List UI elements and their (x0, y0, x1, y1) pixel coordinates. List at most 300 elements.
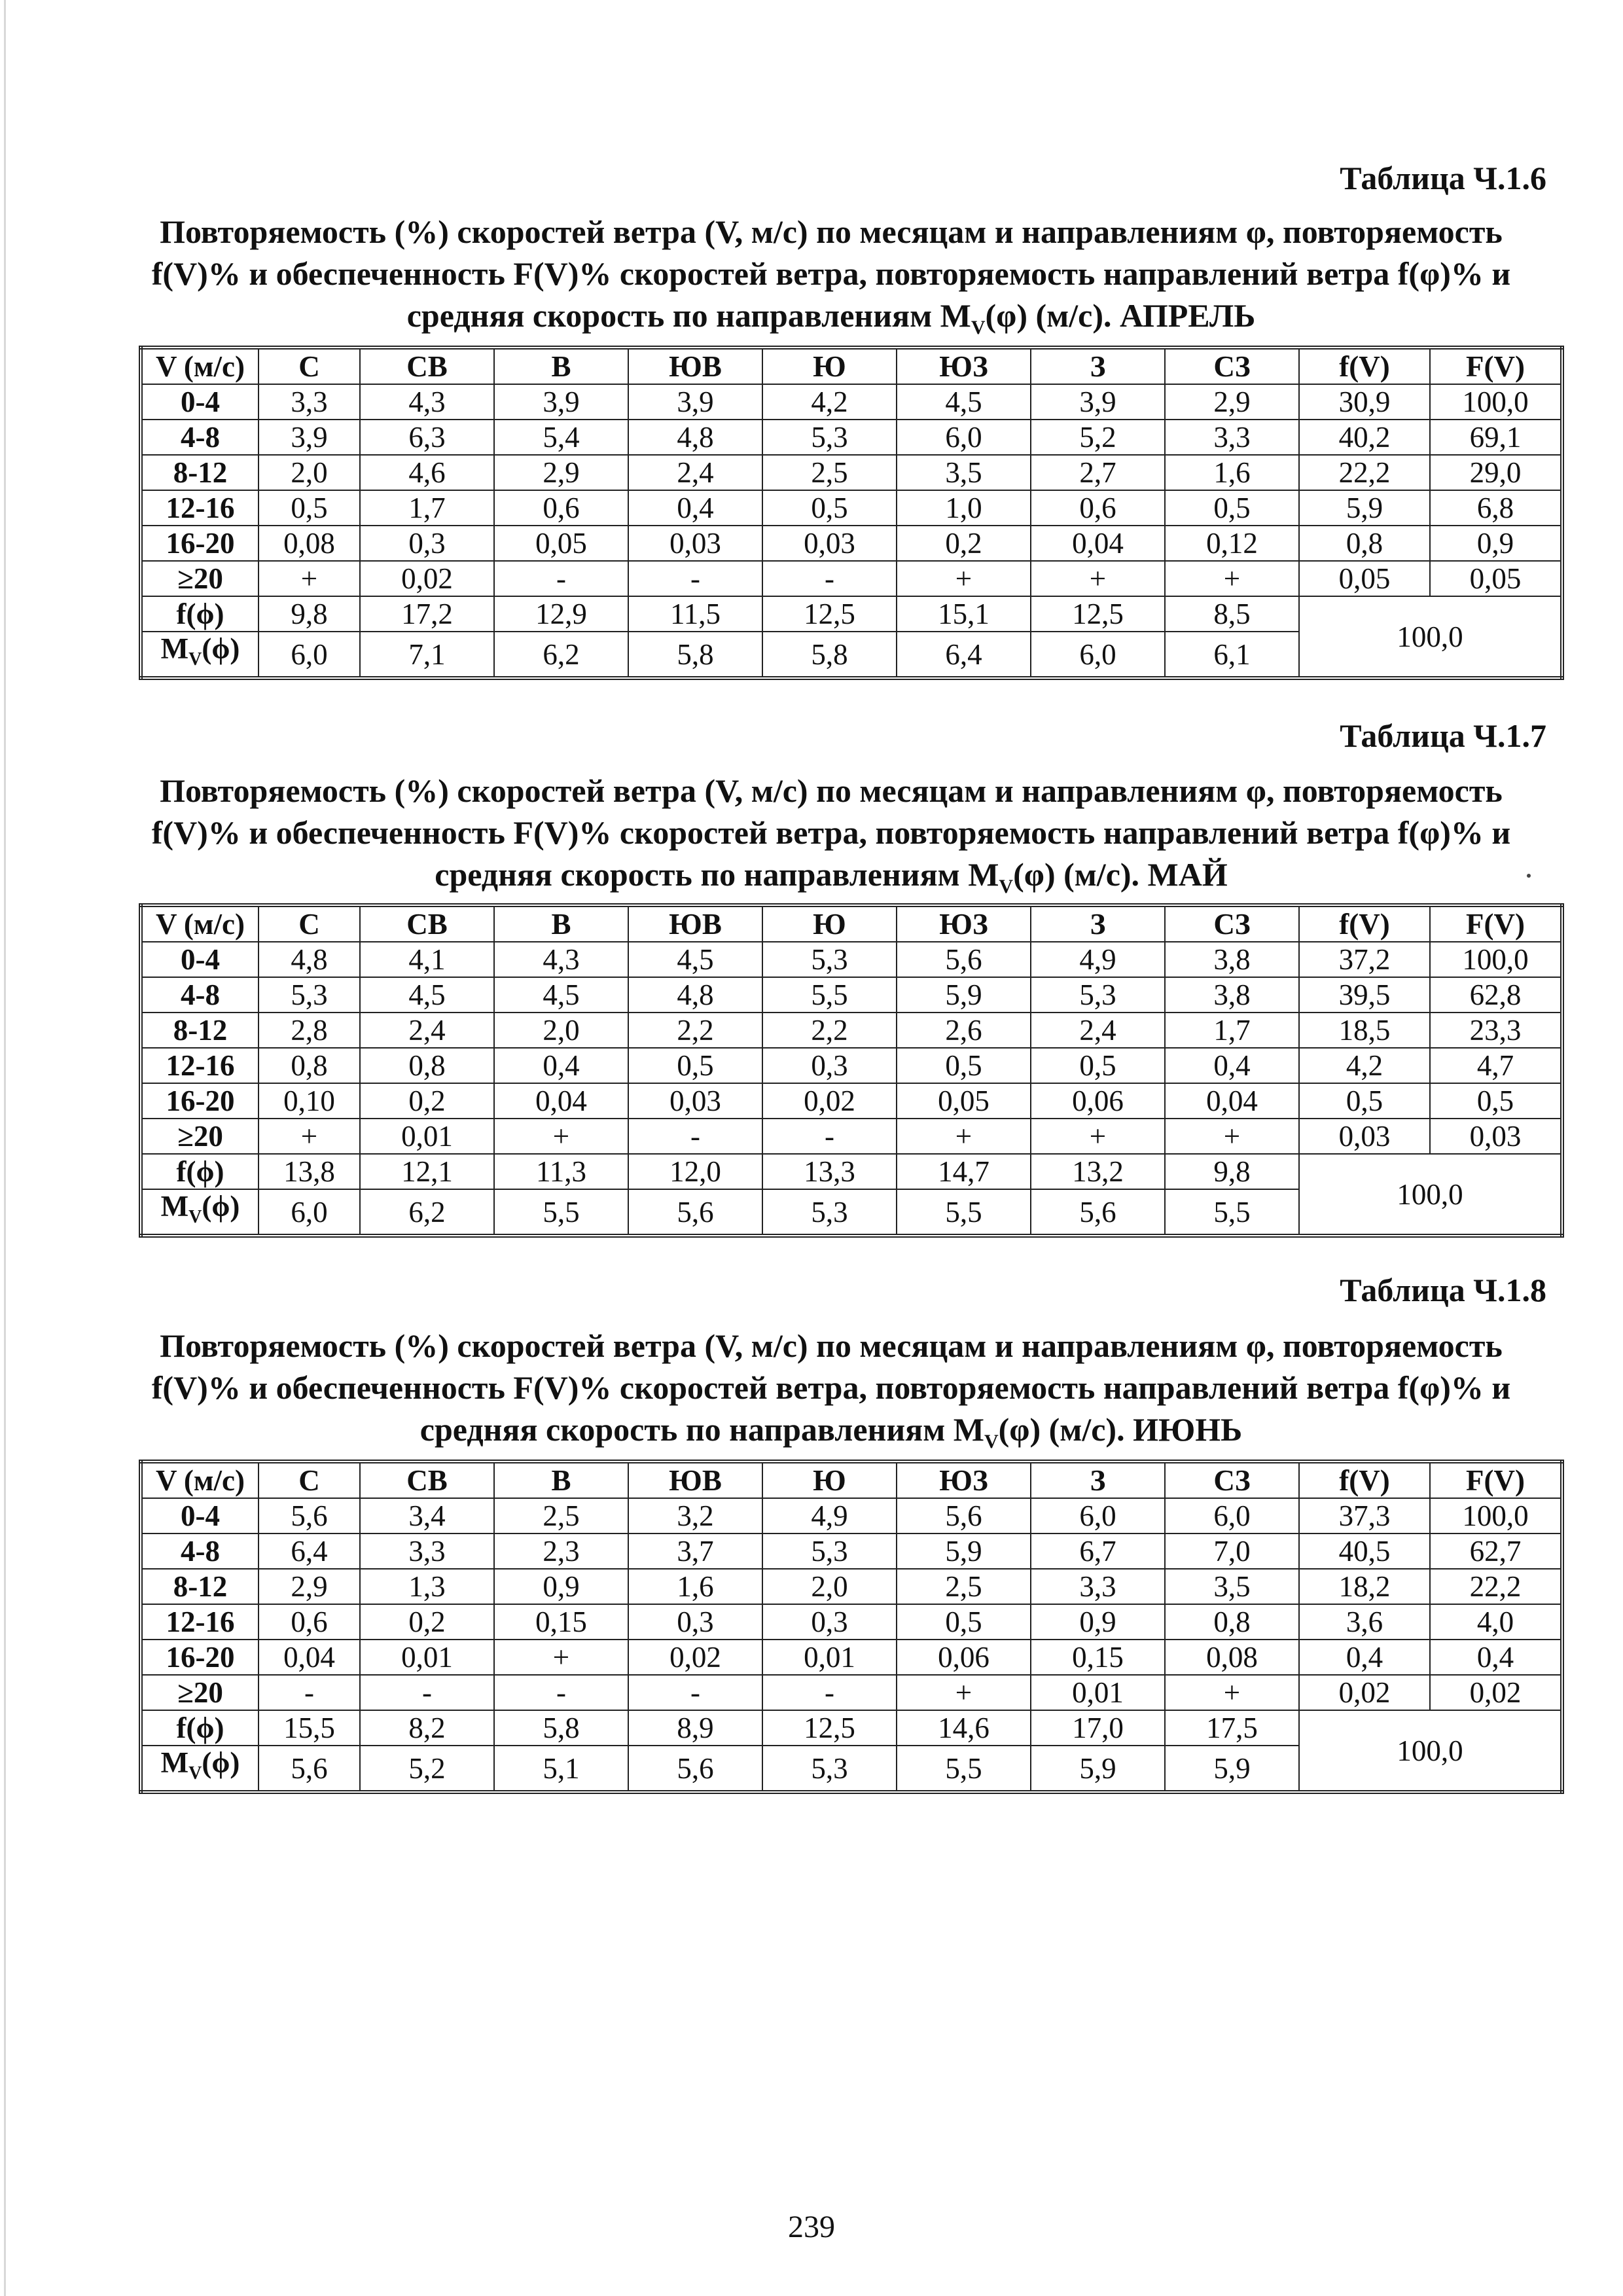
table-cell: 0,9 (1031, 1604, 1165, 1640)
table-cell: 11,3 (494, 1154, 628, 1189)
table-cell: 0,08 (259, 526, 360, 561)
table-cell: 12,5 (1031, 596, 1165, 632)
table-row (141, 384, 1562, 420)
table-cell: 0,3 (360, 526, 494, 561)
table-cell: 62,8 (1430, 977, 1562, 1013)
table-cell: 3,3 (1165, 420, 1299, 455)
table-cell: 12,5 (762, 1710, 897, 1746)
table-cell: 13,2 (1031, 1154, 1165, 1189)
mean-speed-label: $M_V(\phi)$ (141, 632, 259, 678)
table-cell: 0,05 (1299, 561, 1430, 596)
table-cell: 40,5 (1299, 1534, 1430, 1569)
table-cell: 0,2 (897, 526, 1031, 561)
table-cell: 3,5 (897, 455, 1031, 490)
table-cell: 12,0 (628, 1154, 762, 1189)
table-cell: 40,2 (1299, 420, 1430, 455)
table-cell: 8,2 (360, 1710, 494, 1746)
table-cell: 6,0 (1165, 1498, 1299, 1534)
table-cell: 5,3 (762, 1534, 897, 1569)
table-cell: + (259, 1119, 360, 1154)
table-cell: 0,2 (360, 1604, 494, 1640)
column-header: ЮВ (628, 348, 762, 384)
header-row (141, 905, 1562, 942)
table-row (141, 1640, 1562, 1675)
table-cell: 11,5 (628, 596, 762, 632)
column-header: СЗ (1165, 1462, 1299, 1498)
table-cell: 0,4 (1299, 1640, 1430, 1675)
column-header: СЗ (1165, 905, 1299, 942)
table-cell: 0,4 (1165, 1048, 1299, 1083)
column-header: С (259, 1462, 360, 1498)
table-heading-1 (137, 211, 1525, 349)
table-cell: 23,3 (1430, 1013, 1562, 1048)
table-cell: 14,6 (897, 1710, 1031, 1746)
table-cell: 5,5 (897, 1746, 1031, 1792)
table-cell: 5,2 (1031, 420, 1165, 455)
table-cell: 0,08 (1165, 1640, 1299, 1675)
table-cell: 4,5 (897, 384, 1031, 420)
column-header: f(V) (1299, 348, 1430, 384)
table-row (141, 1119, 1562, 1154)
table-cell: + (897, 561, 1031, 596)
table-cell: 5,6 (897, 1498, 1031, 1534)
table-cell: 2,5 (897, 1569, 1031, 1604)
table-cell: 0,05 (1430, 561, 1562, 596)
direction-frequency-label: f(ϕ) (141, 596, 259, 632)
column-header: ЮВ (628, 1462, 762, 1498)
speed-range-cell: 0-4 (141, 942, 259, 977)
table-cell: - (360, 1675, 494, 1710)
table-cell: - (628, 561, 762, 596)
table-row (141, 942, 1562, 977)
table-cell: 5,4 (494, 420, 628, 455)
table-cell: 0,02 (360, 561, 494, 596)
table-cell: 4,2 (1299, 1048, 1430, 1083)
table-cell: 4,1 (360, 942, 494, 977)
table-cell: 3,9 (494, 384, 628, 420)
table-caption-3: Таблица Ч.1.8 (1340, 1272, 1546, 1308)
table-cell: 0,02 (762, 1083, 897, 1119)
table-row (141, 561, 1562, 596)
table-cell: 15,1 (897, 596, 1031, 632)
table-cell: 1,6 (628, 1569, 762, 1604)
table-caption-2: Таблица Ч.1.7 (1340, 717, 1546, 754)
column-header: З (1031, 348, 1165, 384)
column-header: В (494, 1462, 628, 1498)
column-header: F(V) (1430, 1462, 1562, 1498)
table-cell: 2,6 (897, 1013, 1031, 1048)
column-header: V (м/с) (141, 905, 259, 942)
table-row (141, 1534, 1562, 1569)
table-cell: 5,9 (897, 977, 1031, 1013)
table-cell: 0,3 (628, 1604, 762, 1640)
table-cell: 37,3 (1299, 1498, 1430, 1534)
table-cell: 0,03 (1430, 1119, 1562, 1154)
column-header: f(V) (1299, 1462, 1430, 1498)
table-cell: - (762, 561, 897, 596)
table-cell: 69,1 (1430, 420, 1562, 455)
table-cell: 0,01 (1031, 1675, 1165, 1710)
table-cell: 0,5 (259, 490, 360, 526)
table-cell: 0,8 (360, 1048, 494, 1083)
table-cell: 5,5 (897, 1189, 1031, 1236)
table-cell: 37,2 (1299, 942, 1430, 977)
table-cell: 3,9 (259, 420, 360, 455)
table-cell: 0,5 (897, 1048, 1031, 1083)
table-cell: 6,2 (494, 632, 628, 678)
table-cell: 3,7 (628, 1534, 762, 1569)
table-cell: 12,9 (494, 596, 628, 632)
table-cell: 4,6 (360, 455, 494, 490)
table-cell: 5,5 (1165, 1189, 1299, 1236)
table-cell: 0,3 (762, 1048, 897, 1083)
column-header: f(V) (1299, 905, 1430, 942)
table-cell: 3,8 (1165, 942, 1299, 977)
table-cell: 2,5 (762, 455, 897, 490)
table-cell: 5,8 (628, 632, 762, 678)
table-cell: 0,02 (628, 1640, 762, 1675)
column-header: СВ (360, 1462, 494, 1498)
table-cell: 8,5 (1165, 596, 1299, 632)
column-header: З (1031, 1462, 1165, 1498)
heading-line-2: f(V)% и обеспеченность F(V)% скоростей ветра, повторяемость направлений ветра f(φ)% и (151, 1369, 1511, 1406)
table-cell: + (259, 561, 360, 596)
table-cell: 14,7 (897, 1154, 1031, 1189)
column-header: З (1031, 905, 1165, 942)
table-cell: 5,3 (762, 1189, 897, 1236)
table-cell: 2,0 (259, 455, 360, 490)
column-header: V (м/с) (141, 1462, 259, 1498)
table-cell: 3,3 (259, 384, 360, 420)
speed-range-cell: 16-20 (141, 526, 259, 561)
table-cell: 5,9 (1031, 1746, 1165, 1792)
table-cell: 0,6 (1031, 490, 1165, 526)
table-cell: 39,5 (1299, 977, 1430, 1013)
table-cell: - (259, 1675, 360, 1710)
table-cell: - (628, 1675, 762, 1710)
table-cell: 1,7 (360, 490, 494, 526)
table-cell: 0,05 (897, 1083, 1031, 1119)
header-row (141, 348, 1562, 384)
heading-line-1: Повторяемость (%) скоростей ветра (V, м/с) по месяцам и направлениям φ, повторяемость (160, 772, 1503, 809)
table-row (141, 490, 1562, 526)
table-cell: 4,5 (494, 977, 628, 1013)
table-cell: 13,8 (259, 1154, 360, 1189)
total-cell: 100,0 (1299, 1154, 1562, 1236)
table-cell: 9,8 (259, 596, 360, 632)
table-cell: 0,5 (1430, 1083, 1562, 1119)
table-row (141, 977, 1562, 1013)
direction-frequency-row (141, 1710, 1562, 1746)
column-header: F(V) (1430, 348, 1562, 384)
table-cell: + (897, 1675, 1031, 1710)
direction-frequency-row (141, 1154, 1562, 1189)
table-cell: 1,0 (897, 490, 1031, 526)
table-cell: 3,4 (360, 1498, 494, 1534)
table-cell: 0,03 (762, 526, 897, 561)
table-cell: 5,9 (897, 1534, 1031, 1569)
table-heading-3 (137, 1325, 1525, 1463)
table-cell: 2,9 (494, 455, 628, 490)
table-cell: 4,3 (360, 384, 494, 420)
table-cell: 2,7 (1031, 455, 1165, 490)
table-cell: 5,5 (494, 1189, 628, 1236)
table-cell: 6,8 (1430, 490, 1562, 526)
table-cell: 0,9 (1430, 526, 1562, 561)
table-cell: 0,03 (628, 1083, 762, 1119)
table-cell: 0,04 (1165, 1083, 1299, 1119)
table-cell: - (762, 1119, 897, 1154)
table-cell: 0,5 (1031, 1048, 1165, 1083)
month-name: ИЮНЬ (1133, 1411, 1243, 1448)
table-cell: 0,4 (1430, 1640, 1562, 1675)
table-cell: 2,3 (494, 1534, 628, 1569)
table-cell: 0,5 (897, 1604, 1031, 1640)
table-cell: 4,8 (259, 942, 360, 977)
table-cell: 3,3 (360, 1534, 494, 1569)
speed-range-cell: 16-20 (141, 1640, 259, 1675)
heading-line-3: средняя скорость по направлениям $M_V(\varphi)$ (м/с). МАЙ (435, 856, 1228, 897)
table-cell: 5,6 (259, 1498, 360, 1534)
table-cell: 18,5 (1299, 1013, 1430, 1048)
table-cell: 17,2 (360, 596, 494, 632)
heading-line-2: f(V)% и обеспеченность F(V)% скоростей ветра, повторяемость направлений ветра f(φ)% и (151, 255, 1511, 292)
table-cell: + (1165, 1675, 1299, 1710)
column-header: Ю (762, 905, 897, 942)
column-header: ЮЗ (897, 1462, 1031, 1498)
column-header: С (259, 905, 360, 942)
table-cell: 0,15 (1031, 1640, 1165, 1675)
table-cell: 5,9 (1299, 490, 1430, 526)
table-cell: 2,5 (494, 1498, 628, 1534)
table-cell: - (628, 1119, 762, 1154)
table-cell: 3,3 (1031, 1569, 1165, 1604)
table-cell: - (494, 1675, 628, 1710)
speed-range-cell: 0-4 (141, 384, 259, 420)
speed-range-cell: 4-8 (141, 977, 259, 1013)
speed-range-cell: 4-8 (141, 1534, 259, 1569)
table-cell: 4,5 (360, 977, 494, 1013)
table-cell: 6,1 (1165, 632, 1299, 678)
table-cell: 30,9 (1299, 384, 1430, 420)
column-header: СВ (360, 348, 494, 384)
table-cell: 0,04 (259, 1640, 360, 1675)
table-cell: 5,6 (259, 1746, 360, 1792)
speed-range-cell: 16-20 (141, 1083, 259, 1119)
wind-table-june (139, 1460, 1564, 1794)
table-cell: 0,9 (494, 1569, 628, 1604)
table-cell: 2,2 (762, 1013, 897, 1048)
table-cell: 6,0 (1031, 632, 1165, 678)
table-cell: - (762, 1675, 897, 1710)
table-cell: + (494, 1640, 628, 1675)
heading-line-1: Повторяемость (%) скоростей ветра (V, м/с) по месяцам и направлениям φ, повторяемость (160, 213, 1503, 250)
table-cell: 5,5 (762, 977, 897, 1013)
column-header: В (494, 348, 628, 384)
table-cell: 9,8 (1165, 1154, 1299, 1189)
table-row (141, 1569, 1562, 1604)
direction-frequency-label: f(ϕ) (141, 1710, 259, 1746)
table-cell: 0,10 (259, 1083, 360, 1119)
table-cell: 0,4 (494, 1048, 628, 1083)
mean-speed-label: $M_V(\phi)$ (141, 1189, 259, 1236)
table-cell: 2,4 (360, 1013, 494, 1048)
column-header: F(V) (1430, 905, 1562, 942)
table-cell: 4,7 (1430, 1048, 1562, 1083)
table-cell: 0,15 (494, 1604, 628, 1640)
speed-range-cell: 12-16 (141, 1048, 259, 1083)
table-cell: 6,0 (259, 1189, 360, 1236)
table-cell: 0,6 (259, 1604, 360, 1640)
table-cell: 4,8 (628, 420, 762, 455)
table-cell: 3,8 (1165, 977, 1299, 1013)
direction-frequency-label: f(ϕ) (141, 1154, 259, 1189)
speed-range-cell: 4-8 (141, 420, 259, 455)
table-row (141, 1675, 1562, 1710)
column-header: ЮВ (628, 905, 762, 942)
table-cell: 0,5 (1299, 1083, 1430, 1119)
table-cell: 0,04 (1031, 526, 1165, 561)
table-cell: 0,05 (494, 526, 628, 561)
table-cell: 3,5 (1165, 1569, 1299, 1604)
column-header: С (259, 348, 360, 384)
mean-speed-label: $M_V(\phi)$ (141, 1746, 259, 1792)
table-cell: 0,04 (494, 1083, 628, 1119)
table-row (141, 1048, 1562, 1083)
table-cell: 17,0 (1031, 1710, 1165, 1746)
scan-dot (1527, 874, 1531, 878)
column-header: СЗ (1165, 348, 1299, 384)
table-cell: 4,9 (1031, 942, 1165, 977)
table-cell: 12,5 (762, 596, 897, 632)
column-header: СВ (360, 905, 494, 942)
column-header: ЮЗ (897, 905, 1031, 942)
table-cell: 0,5 (1165, 490, 1299, 526)
table-cell: 5,8 (762, 632, 897, 678)
table-cell: 3,9 (1031, 384, 1165, 420)
table-cell: + (1031, 1119, 1165, 1154)
table-cell: 5,3 (259, 977, 360, 1013)
table-cell: 2,0 (762, 1569, 897, 1604)
table-cell: 7,0 (1165, 1534, 1299, 1569)
table-cell: 5,6 (897, 942, 1031, 977)
table-cell: 4,5 (628, 942, 762, 977)
table-cell: 6,0 (897, 420, 1031, 455)
table-cell: 3,2 (628, 1498, 762, 1534)
table-cell: - (494, 561, 628, 596)
table-cell: 2,9 (259, 1569, 360, 1604)
table-cell: 0,06 (1031, 1083, 1165, 1119)
table-cell: 0,03 (1299, 1119, 1430, 1154)
table-cell: + (1165, 1119, 1299, 1154)
table-cell: 5,3 (762, 1746, 897, 1792)
table-cell: 7,1 (360, 632, 494, 678)
table-cell: 5,2 (360, 1746, 494, 1792)
column-header: ЮЗ (897, 348, 1031, 384)
table-cell: 4,0 (1430, 1604, 1562, 1640)
column-header: Ю (762, 348, 897, 384)
table-cell: 5,6 (628, 1746, 762, 1792)
table-cell: 3,9 (628, 384, 762, 420)
table-cell: 0,8 (1299, 526, 1430, 561)
direction-frequency-row (141, 596, 1562, 632)
table-cell: 2,2 (628, 1013, 762, 1048)
heading-line-1: Повторяемость (%) скоростей ветра (V, м/с) по месяцам и направлениям φ, повторяемость (160, 1327, 1503, 1364)
month-name: АПРЕЛЬ (1119, 297, 1256, 334)
table-cell: 2,4 (1031, 1013, 1165, 1048)
table-cell: 2,9 (1165, 384, 1299, 420)
table-cell: 6,7 (1031, 1534, 1165, 1569)
table-cell: 0,8 (259, 1048, 360, 1083)
speed-range-cell: 8-12 (141, 455, 259, 490)
table-cell: 0,4 (628, 490, 762, 526)
speed-range-cell: 0-4 (141, 1498, 259, 1534)
table-row (141, 455, 1562, 490)
table-row (141, 1498, 1562, 1534)
table-cell: 6,2 (360, 1189, 494, 1236)
table-cell: 100,0 (1430, 384, 1562, 420)
table-cell: 5,1 (494, 1746, 628, 1792)
heading-line-3: средняя скорость по направлениям $M_V(\varphi)$ (м/с). ИЮНЬ (419, 1411, 1243, 1452)
table-row (141, 526, 1562, 561)
table-cell: 0,01 (762, 1640, 897, 1675)
month-name: МАЙ (1147, 856, 1228, 893)
total-cell: 100,0 (1299, 596, 1562, 678)
total-cell: 100,0 (1299, 1710, 1562, 1792)
speed-range-cell: ≥20 (141, 1119, 259, 1154)
table-cell: 18,2 (1299, 1569, 1430, 1604)
speed-range-cell: 12-16 (141, 1604, 259, 1640)
column-header: Ю (762, 1462, 897, 1498)
speed-range-cell: ≥20 (141, 561, 259, 596)
table-cell: 0,6 (494, 490, 628, 526)
table-cell: 2,4 (628, 455, 762, 490)
table-cell: 0,8 (1165, 1604, 1299, 1640)
wind-table-april (139, 346, 1564, 680)
table-cell: 5,6 (1031, 1189, 1165, 1236)
table-cell: 8,9 (628, 1710, 762, 1746)
table-cell: 1,7 (1165, 1013, 1299, 1048)
table-cell: 2,8 (259, 1013, 360, 1048)
table-cell: 0,12 (1165, 526, 1299, 561)
table-cell: 0,02 (1430, 1675, 1562, 1710)
table-cell: 0,01 (360, 1119, 494, 1154)
table-cell: 0,5 (628, 1048, 762, 1083)
table-cell: 17,5 (1165, 1710, 1299, 1746)
table-cell: + (897, 1119, 1031, 1154)
column-header: В (494, 905, 628, 942)
table-cell: 6,4 (897, 632, 1031, 678)
table-cell: 5,3 (1031, 977, 1165, 1013)
table-cell: 5,8 (494, 1710, 628, 1746)
scan-edge (4, 0, 6, 2296)
table-cell: + (1031, 561, 1165, 596)
table-cell: 0,06 (897, 1640, 1031, 1675)
table-row (141, 1604, 1562, 1640)
wind-table-may (139, 903, 1564, 1238)
table-cell: 15,5 (259, 1710, 360, 1746)
table-cell: 100,0 (1430, 942, 1562, 977)
table-cell: 2,0 (494, 1013, 628, 1048)
table-cell: 4,8 (628, 977, 762, 1013)
table-cell: 0,02 (1299, 1675, 1430, 1710)
column-header: V (м/с) (141, 348, 259, 384)
table-cell: 13,3 (762, 1154, 897, 1189)
page-number: 239 (788, 2210, 835, 2244)
table-cell: 6,4 (259, 1534, 360, 1569)
table-cell: 1,3 (360, 1569, 494, 1604)
table-cell: 4,3 (494, 942, 628, 977)
